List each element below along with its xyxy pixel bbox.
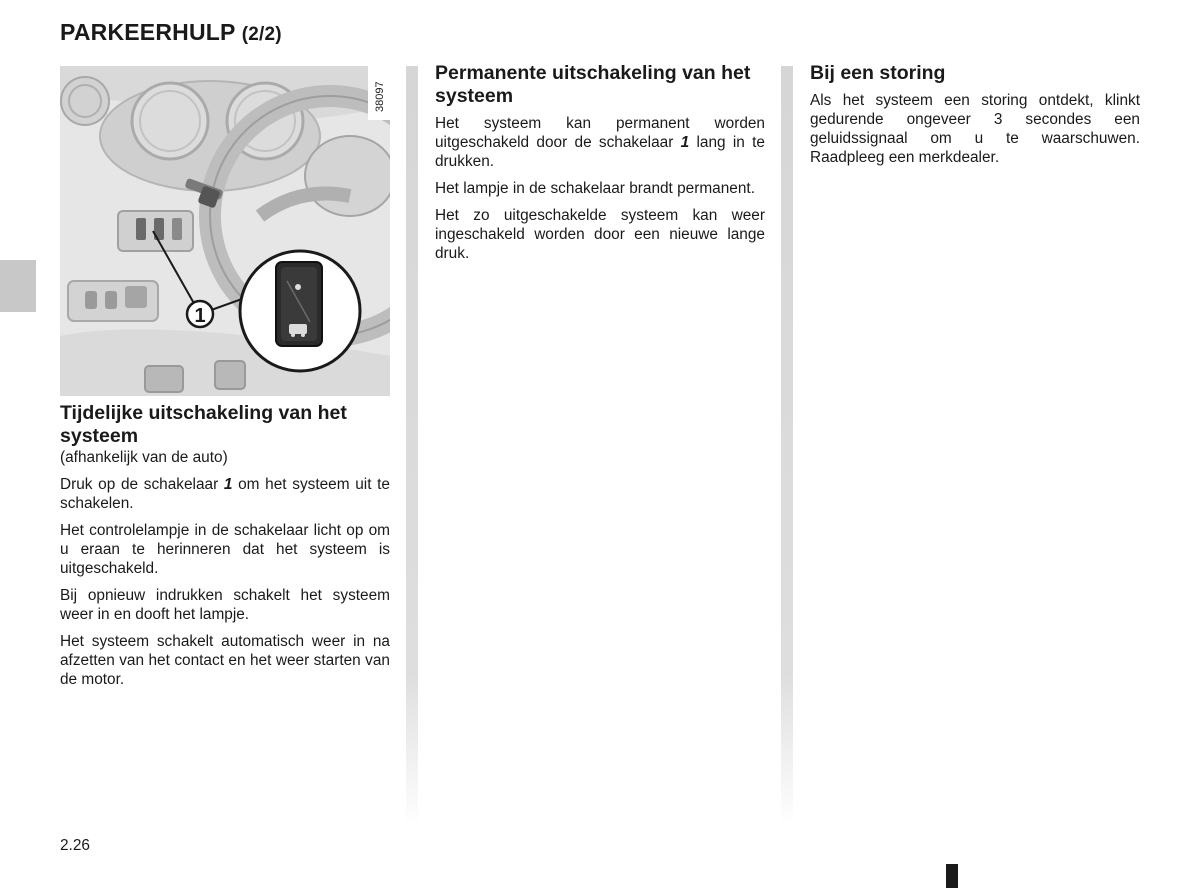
page-title-part: (2/2) — [241, 24, 282, 45]
section-temporary-paragraph-3: Bij opnieuw indrukken schakelt het systeem weer in en dooft het lampje. — [60, 587, 390, 623]
chapter-tab-marker — [0, 260, 36, 312]
page-title-main: PARKEERHULP — [60, 19, 236, 45]
column-divider-left — [406, 66, 418, 826]
section-permanent-paragraph-1: Het systeem kan permanent worden uitgeschakeld door de schakelaar 1 lang in te drukken. — [435, 115, 765, 170]
switch-reference: 1 — [680, 134, 690, 151]
page-title — [60, 19, 282, 46]
section-permanent-paragraph-3: Het zo uitgeschakelde systeem kan weer ingeschakeld worden door een nieuwe lange druk. — [435, 207, 765, 262]
section-temporary-note: (afhankelijk van de auto) — [60, 449, 228, 466]
section-permanent-paragraph-2: Het lampje in de schakelaar brandt permanent. — [435, 180, 755, 197]
page-edge-mark — [946, 864, 958, 888]
switch-reference: 1 — [223, 476, 233, 493]
section-temporary-paragraph-2: Het controlelampje in de schakelaar licht op om u eraan te herinneren dat het systeem is uitgeschakeld. — [60, 522, 390, 577]
page-number: 2.26 — [60, 837, 90, 854]
switch-callout-number: 1 — [194, 305, 206, 327]
column-divider-right — [781, 66, 793, 826]
section-permanent-heading: Permanente uitschakeling van het systeem — [435, 62, 751, 107]
section-temporary-disable — [60, 402, 390, 697]
section-temporary-paragraph-4: Het systeem schakelt automatisch weer in na afzetten van het contact en het weer starten van de motor. — [60, 633, 390, 688]
section-fault — [810, 62, 1140, 175]
figure-reference-code: 38097 — [374, 81, 386, 112]
section-temporary-heading: Tijdelijke uitschakeling van het systeem — [60, 402, 347, 447]
section-permanent-disable — [435, 62, 765, 271]
section-fault-heading: Bij een storing — [810, 62, 946, 84]
section-temporary-paragraph-1: Druk op de schakelaar 1 om het systeem uit te schakelen. — [60, 476, 390, 512]
dashboard-illustration — [60, 66, 390, 396]
dashboard-illustration-drawing — [60, 66, 390, 396]
section-fault-paragraph-1: Als het systeem een storing ontdekt, klinkt gedurende ongeveer 3 secondes een geluidssignaal om u te waarschuwen. Raadpleeg een merkdealer. — [810, 92, 1140, 166]
